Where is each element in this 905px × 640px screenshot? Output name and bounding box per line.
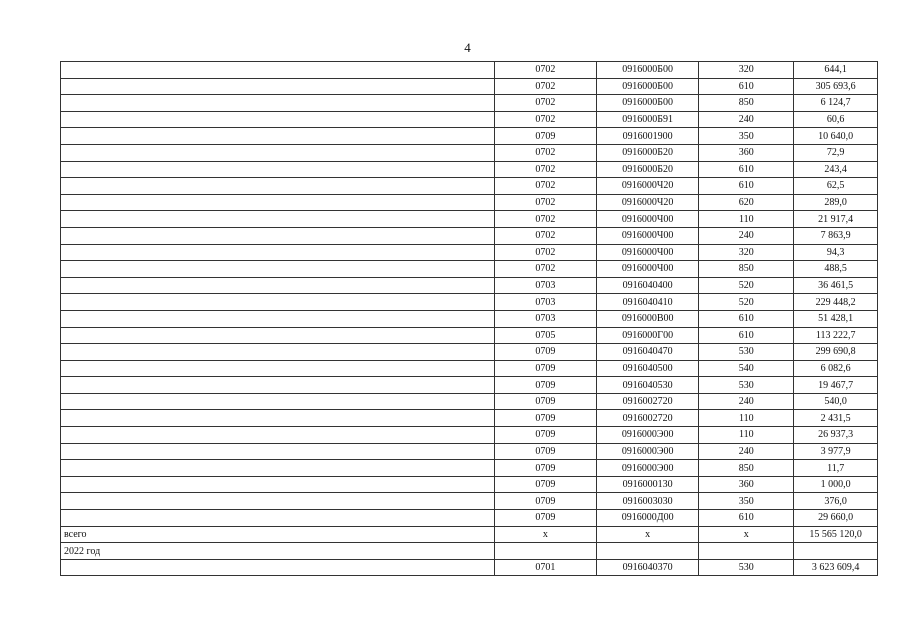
cell-name	[61, 227, 495, 244]
cell-name	[61, 161, 495, 178]
cell-section: 0709	[494, 410, 596, 427]
cell-name	[61, 377, 495, 394]
table-row	[61, 294, 878, 311]
cell-sum: 21 917,4	[794, 211, 878, 228]
table-row	[61, 427, 878, 444]
cell-expense-type: 610	[699, 178, 794, 195]
table-row	[61, 377, 878, 394]
cell-section: 0702	[494, 78, 596, 95]
table-row	[61, 128, 878, 145]
cell-name	[61, 427, 495, 444]
cell-sum: 289,0	[794, 194, 878, 211]
cell-expense-type: 520	[699, 294, 794, 311]
cell-target-code: 0916040500	[597, 360, 699, 377]
cell-section: 0709	[494, 460, 596, 477]
cell-name	[61, 476, 495, 493]
cell-expense-type: 110	[699, 410, 794, 427]
cell-sum: 6 124,7	[794, 95, 878, 112]
cell-target-code: 0916000Б20	[597, 144, 699, 161]
cell-expense-type: 350	[699, 128, 794, 145]
cell-sum: 62,5	[794, 178, 878, 195]
cell-name	[61, 510, 495, 527]
table-row	[61, 161, 878, 178]
cell-target-code: 0916000Б20	[597, 161, 699, 178]
table-row	[61, 78, 878, 95]
cell-sum: 3 623 609,4	[794, 559, 878, 576]
cell-expense-type: 240	[699, 393, 794, 410]
cell-name: всего	[61, 526, 495, 543]
budget-table	[60, 61, 878, 576]
cell-target-code: 0916000Г00	[597, 327, 699, 344]
table-row	[61, 211, 878, 228]
cell-expense-type: 530	[699, 559, 794, 576]
cell-section: 0709	[494, 443, 596, 460]
cell-expense-type: 360	[699, 476, 794, 493]
cell-section: 0709	[494, 393, 596, 410]
cell-target-code: 0916000130	[597, 476, 699, 493]
cell-name	[61, 95, 495, 112]
cell-section: 0702	[494, 62, 596, 79]
cell-name	[61, 460, 495, 477]
cell-expense-type: 610	[699, 78, 794, 95]
table-row	[61, 111, 878, 128]
table-row	[61, 443, 878, 460]
table-row	[61, 543, 878, 560]
table-row	[61, 410, 878, 427]
cell-sum: 243,4	[794, 161, 878, 178]
cell-name	[61, 244, 495, 261]
cell-sum: 60,6	[794, 111, 878, 128]
cell-sum: 15 565 120,0	[794, 526, 878, 543]
cell-target-code: 0916000Б91	[597, 111, 699, 128]
cell-sum: 3 977,9	[794, 443, 878, 460]
cell-section: 0703	[494, 310, 596, 327]
table-row	[61, 493, 878, 510]
cell-expense-type: 110	[699, 211, 794, 228]
cell-expense-type: 610	[699, 510, 794, 527]
cell-sum: 376,0	[794, 493, 878, 510]
cell-section: 0702	[494, 144, 596, 161]
cell-target-code: 0916000Э00	[597, 427, 699, 444]
table-row	[61, 277, 878, 294]
cell-expense-type: 110	[699, 427, 794, 444]
cell-target-code: 0916000В00	[597, 310, 699, 327]
table-row	[61, 194, 878, 211]
cell-sum: 488,5	[794, 261, 878, 278]
cell-target-code: 0916000Ч20	[597, 194, 699, 211]
table-row	[61, 393, 878, 410]
cell-expense-type: 360	[699, 144, 794, 161]
cell-target-code: 0916040530	[597, 377, 699, 394]
cell-sum: 94,3	[794, 244, 878, 261]
cell-target-code: х	[597, 526, 699, 543]
table-row	[61, 460, 878, 477]
cell-section: 0702	[494, 161, 596, 178]
cell-name	[61, 194, 495, 211]
cell-sum: 2 431,5	[794, 410, 878, 427]
cell-target-code: 0916000Ч00	[597, 227, 699, 244]
cell-section: 0703	[494, 277, 596, 294]
cell-target-code: 0916040470	[597, 344, 699, 361]
cell-section: 0709	[494, 377, 596, 394]
cell-target-code: 0916000Э00	[597, 460, 699, 477]
cell-sum: 51 428,1	[794, 310, 878, 327]
cell-expense-type: 530	[699, 377, 794, 394]
cell-sum: 1 000,0	[794, 476, 878, 493]
cell-name	[61, 111, 495, 128]
cell-target-code	[597, 543, 699, 560]
cell-name: 2022 год	[61, 543, 495, 560]
cell-sum	[794, 543, 878, 560]
cell-name	[61, 277, 495, 294]
cell-target-code: 0916002720	[597, 410, 699, 427]
cell-name	[61, 178, 495, 195]
cell-name	[61, 360, 495, 377]
table-row	[61, 178, 878, 195]
cell-sum: 299 690,8	[794, 344, 878, 361]
cell-target-code: 0916003030	[597, 493, 699, 510]
cell-name	[61, 128, 495, 145]
cell-expense-type: 530	[699, 344, 794, 361]
cell-target-code: 0916000Ч20	[597, 178, 699, 195]
cell-expense-type: 540	[699, 360, 794, 377]
table-row	[61, 559, 878, 576]
cell-section: 0709	[494, 128, 596, 145]
cell-expense-type	[699, 543, 794, 560]
cell-expense-type: 850	[699, 460, 794, 477]
cell-section: 0709	[494, 493, 596, 510]
table-row	[61, 62, 878, 79]
cell-name	[61, 327, 495, 344]
cell-name	[61, 62, 495, 79]
page-number: 4	[464, 40, 471, 55]
cell-sum: 6 082,6	[794, 360, 878, 377]
cell-section	[494, 543, 596, 560]
cell-name	[61, 310, 495, 327]
cell-name	[61, 393, 495, 410]
table-row	[61, 261, 878, 278]
cell-target-code: 0916000Э00	[597, 443, 699, 460]
table-row	[61, 526, 878, 543]
table-row	[61, 244, 878, 261]
cell-section: 0709	[494, 427, 596, 444]
cell-expense-type: 610	[699, 327, 794, 344]
cell-section: 0702	[494, 227, 596, 244]
cell-target-code: 0916000Д00	[597, 510, 699, 527]
cell-target-code: 0916000Ч00	[597, 244, 699, 261]
cell-target-code: 0916002720	[597, 393, 699, 410]
cell-section: 0702	[494, 178, 596, 195]
cell-sum: 72,9	[794, 144, 878, 161]
cell-expense-type: х	[699, 526, 794, 543]
cell-target-code: 0916000Б00	[597, 95, 699, 112]
table-row	[61, 327, 878, 344]
cell-sum: 19 467,7	[794, 377, 878, 394]
cell-sum: 229 448,2	[794, 294, 878, 311]
cell-expense-type: 850	[699, 95, 794, 112]
cell-expense-type: 240	[699, 111, 794, 128]
cell-target-code: 0916000Б00	[597, 78, 699, 95]
cell-section: 0701	[494, 559, 596, 576]
cell-expense-type: 610	[699, 310, 794, 327]
cell-section: 0702	[494, 261, 596, 278]
cell-target-code: 0916040410	[597, 294, 699, 311]
cell-name	[61, 261, 495, 278]
cell-sum: 11,7	[794, 460, 878, 477]
cell-expense-type: 240	[699, 227, 794, 244]
cell-section: 0702	[494, 111, 596, 128]
cell-target-code: 0916001900	[597, 128, 699, 145]
budget-table-body	[61, 62, 878, 576]
cell-name	[61, 344, 495, 361]
cell-target-code: 0916000Б00	[597, 62, 699, 79]
cell-section: 0702	[494, 211, 596, 228]
cell-section: 0702	[494, 95, 596, 112]
cell-expense-type: 610	[699, 161, 794, 178]
cell-sum: 305 693,6	[794, 78, 878, 95]
cell-name	[61, 144, 495, 161]
cell-name	[61, 559, 495, 576]
cell-expense-type: 850	[699, 261, 794, 278]
cell-target-code: 0916000Ч00	[597, 261, 699, 278]
table-row	[61, 95, 878, 112]
cell-section: 0702	[494, 194, 596, 211]
cell-sum: 36 461,5	[794, 277, 878, 294]
cell-section: 0709	[494, 510, 596, 527]
table-row	[61, 360, 878, 377]
cell-expense-type: 520	[699, 277, 794, 294]
cell-section: х	[494, 526, 596, 543]
table-row	[61, 310, 878, 327]
cell-name	[61, 410, 495, 427]
cell-sum: 113 222,7	[794, 327, 878, 344]
cell-expense-type: 620	[699, 194, 794, 211]
cell-sum: 29 660,0	[794, 510, 878, 527]
cell-section: 0709	[494, 344, 596, 361]
cell-target-code: 0916040370	[597, 559, 699, 576]
cell-expense-type: 350	[699, 493, 794, 510]
cell-sum: 7 863,9	[794, 227, 878, 244]
cell-section: 0705	[494, 327, 596, 344]
cell-section: 0709	[494, 360, 596, 377]
cell-expense-type: 320	[699, 62, 794, 79]
cell-sum: 26 937,3	[794, 427, 878, 444]
cell-name	[61, 443, 495, 460]
cell-section: 0709	[494, 476, 596, 493]
cell-name	[61, 78, 495, 95]
cell-section: 0703	[494, 294, 596, 311]
cell-name	[61, 493, 495, 510]
cell-sum: 10 640,0	[794, 128, 878, 145]
cell-target-code: 0916000Ч00	[597, 211, 699, 228]
table-row	[61, 476, 878, 493]
cell-name	[61, 294, 495, 311]
cell-sum: 540,0	[794, 393, 878, 410]
cell-sum: 644,1	[794, 62, 878, 79]
table-row	[61, 344, 878, 361]
table-row	[61, 144, 878, 161]
cell-expense-type: 320	[699, 244, 794, 261]
cell-section: 0702	[494, 244, 596, 261]
table-row	[61, 227, 878, 244]
cell-name	[61, 211, 495, 228]
cell-target-code: 0916040400	[597, 277, 699, 294]
table-row	[61, 510, 878, 527]
cell-expense-type: 240	[699, 443, 794, 460]
